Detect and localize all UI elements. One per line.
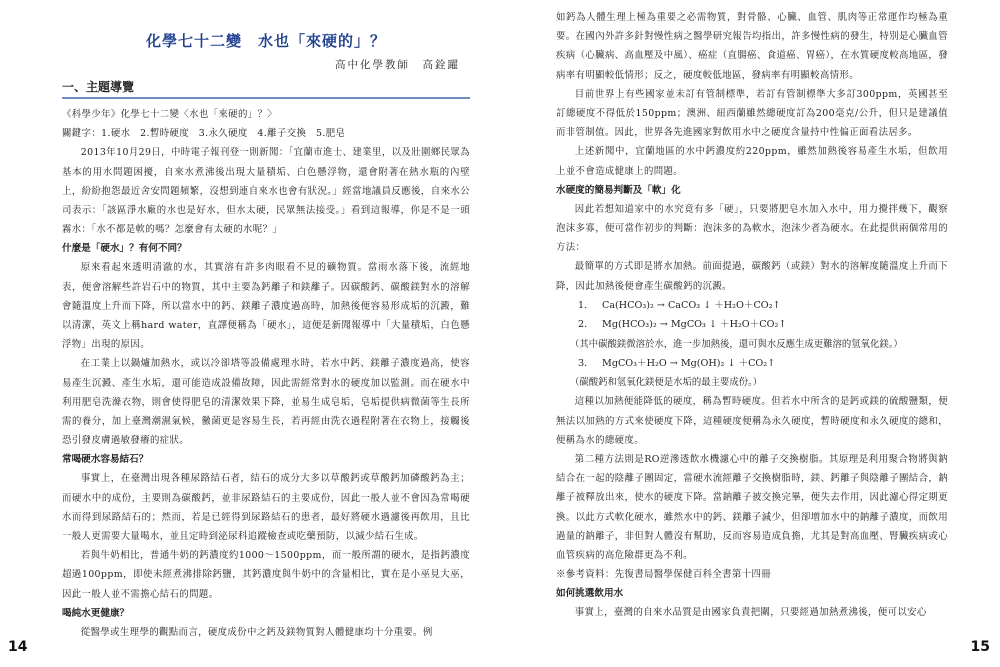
paragraph: 因此若想知道家中的水究竟有多「硬」，只要將肥皂水加入水中，用力攪拌幾下，觀察泡沫多寡，便可當作初步的判斷：泡沫多的為軟水，泡沫少者為硬水。在此提供兩個常用的方法：: [556, 203, 948, 254]
paragraph: 事實上，臺灣的自來水品質是由國家負責把關，只要經過加熱煮沸後，便可以安心: [574, 607, 927, 619]
formula-text: Ca(HCO₃)₂ → CaCO₃ ↓ ＋H₂O＋CO₂↑: [602, 299, 781, 311]
subheading-kidney-stones: 常喝硬水容易結石？: [62, 454, 149, 466]
paragraph: 如鈣為人體生理上極為重要之必需物質，對骨骼、心臟、血管、肌肉等正常運作均極為重要。在國內外許多針對慢性病之醫學研究報告均指出，許多慢性病的發生，特別是心臟血管疾病（心臟病、高血壓及中風）、癌症（直腸癌、食道癌、胃癌），在水質硬度較高地區，發病率有明顯較低情形；反之，硬度較低地區，發病率有明顯較高情形。: [556, 12, 948, 81]
formula-number: 3.: [578, 357, 588, 369]
reference-line: ※參考資料：先復書局醫學保健百科全書第十四冊: [556, 569, 772, 581]
formula-2: [556, 315, 948, 335]
paragraph: 上述新聞中，宜蘭地區的水中鈣濃度約220ppm，雖然加熱後容易產生水垢，但飲用上並不會造成健康上的問題。: [556, 146, 948, 177]
formula-text: Mg(HCO₃)₂ → MgCO₃ ↓ ＋H₂O＋CO₂↑: [602, 319, 787, 331]
page-number-left: 14: [8, 639, 28, 655]
paragraph: 原來看起來透明清澈的水，其實溶有許多肉眼看不見的礦物質。當雨水落下後，流經地表，便會溶解些許岩石中的物質，其中主要為鈣離子和鎂離子。因碳酸鈣、碳酸鎂對水的溶解會隨溫度上升而下降，所以當水中的鈣、鎂離子濃度過高時，加熱後便容易形成垢的沉澱，難以清潔，英文上稱hard water，直譯便稱為「硬水」，這便是新聞報導中「大量積垢，白色懸浮物」出現的原因。: [62, 262, 470, 351]
subheading-choosing-water: 如何挑選飲用水: [556, 588, 624, 600]
paragraph: 目前世界上有些國家並未訂有管制標準，若訂有管制標準大多訂300ppm，英國甚至訂總硬度不得低於150ppm；澳洲、紐西蘭雖然總硬度訂為200毫克/公升，但只是建議值而非管制值。因此，世界各先進國家對飲用水中之硬度含量持中性偏正面看法居多。: [556, 88, 948, 139]
author-byline: 高中化學教師 高銓躍: [335, 59, 460, 71]
paragraph: 最簡單的方式即是將水加熱。前面提過，碳酸鈣（或鎂）對水的溶解度隨溫度上升而下降，因此加熱後便會產生碳酸鈣的沉澱。: [556, 261, 948, 292]
formula-number: 2.: [578, 319, 588, 331]
paragraph: 若與牛奶相比，普通牛奶的鈣濃度約1000～1500ppm，而一般所謂的硬水，是指鈣濃度超過100ppm，即使未經煮沸排除鈣鹽，其鈣濃度與牛奶中的含量相比，實在是小巫見大巫，因此一般人並不需擔心結石的問題。: [62, 550, 470, 600]
keywords-line: 關鍵字：1.硬水 2.暫時硬度 3.永久硬度 4.離子交換 5.肥皂: [62, 128, 346, 140]
paragraph: 事實上，在臺灣出現各種尿路結石者，結石的成分大多以草酸鈣或草酸鈣加磷酸鈣為主；而硬水中的成份，主要則為碳酸鈣，並非尿路結石的主要成份，因此一般人並不會因為常喝硬水而得到尿路結石的；然而，若是已經得到尿路結石的患者，最好將硬水過濾後再飲用，且比一般人更需要大量喝水，並且定時到泌尿科追蹤檢查或吃藥預防，以減少結石生成。: [62, 473, 470, 543]
paragraph: 第二種方法則是RO逆滲透飲水機濾心中的離子交換樹脂。其原理是利用聚合物將與鈉結合在一起的陰離子團固定，當硬水流經離子交換樹脂時，鎂、鈣離子與陰離子團結合，鈉離子被釋放出來，使水的硬度下降。當鈉離子被交換完畢，便失去作用，因此濾心得定期更換。以此方式軟化硬水，雖然水中的鈣、鎂離子減少，但卻增加水中的鈉離子濃度，而飲用過量的鈉離子，非但對人體沒有幫助，反而容易造成負擔，尤其是對高血壓、腎臟疾病或心血管疾病的高危險群更為不利。: [556, 453, 948, 561]
formula-3: [556, 354, 948, 374]
formula-number: 1.: [578, 299, 588, 311]
subheading-pure-water: 喝純水更健康？: [62, 607, 130, 619]
subheading-what-is-hard-water: 什麼是「硬水」？有何不同？: [62, 243, 187, 255]
formula-note: （碳酸鈣和氫氧化鎂便是水垢的最主要成份。）: [570, 377, 763, 389]
paragraph: 在工業上以鍋爐加熱水，或以冷卻塔等設備處理水時，若水中鈣、鎂離子濃度過高，使容易產生沉澱、產生水垢，還可能造成設備故障，因此需經常對水的硬度加以監測。而在硬水中利用肥皂洗滌衣物，則會使得肥皂的清潔效果下降，並易生成皂垢，皂垢提供病微菌等生長所需的養分，加上臺灣潮濕氣候，黴菌更是容易生長，若再經由洗衣過程附著在衣物上，接觸後恐引發皮膚過敏發癢的症狀。: [62, 358, 470, 447]
section-heading-overview: 一、主題導覽: [62, 80, 135, 94]
paragraph: 這種以加熱便能降低的硬度，稱為暫時硬度。但若水中所含的是鈣或鎂的硫酸鹽類，便無法以加熱的方式來使硬度下降，這種硬度便稱為永久硬度，暫時硬度和永久硬度的總和，便稱為水的總硬度。: [556, 396, 948, 446]
subheading-hardness-test: 水硬度的簡易判斷及「軟」化: [556, 184, 681, 196]
article-title: 化學七十二變 水也「來硬的」？: [145, 32, 386, 50]
source-line: 《科學少年》化學七十二變〈水也「來硬的」？〉: [62, 109, 278, 120]
page-number-right: 15: [970, 639, 990, 655]
paragraph: 2013年10月29日，中時電子報刊登一則新聞：「宜蘭市進士、建業里，以及壯圍鄉民眾為基本的用水問題困擾，自來水煮沸後出現大量積垢、白色懸浮物，還會附著在熱水瓶的內壁上，紛紛抱怨最近舍安問題頻繁，沒想到連自來水也會有狀況。」經當地議員反應後，自來水公司表示：「該區淨水廠的水也是好水，但水太硬，民眾無法接受。」看到這報導，你是不是一頭霧水：「水不都是軟的嗎？怎麼會有太硬的水呢？」: [62, 147, 470, 236]
formula-note: （其中碳酸鎂微溶於水，進一步加熱後，還可與水反應生成更難溶的氫氧化鎂。）: [570, 338, 903, 350]
section-divider: [62, 97, 470, 99]
right-page: [500, 0, 1000, 667]
paragraph: 從醫學或生理學的觀點而言，硬度成份中之鈣及鎂物質對人體健康均十分重要。例: [80, 626, 433, 638]
formula-1: [556, 296, 948, 316]
formula-text: MgCO₃＋H₂O → Mg(OH)₂ ↓ ＋CO₂↑: [602, 357, 776, 369]
